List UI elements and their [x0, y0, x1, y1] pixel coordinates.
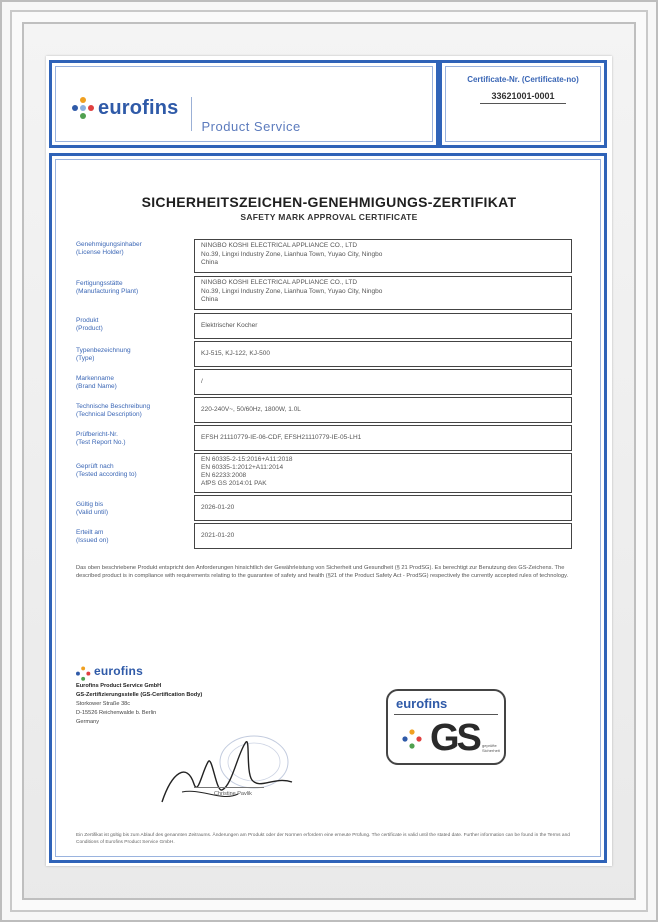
issuer-street: Storkower Straße 38c — [76, 701, 131, 707]
gs-subtitle: geprüfte Sicherheit — [482, 743, 500, 753]
field-value: EN 60335-2-15:2016+A11:2018 EN 60335-1:2012+A11:2014 EN 62233:2008 AfPS GS 2014:01 PAK — [194, 453, 572, 493]
gs-brand: eurofins — [396, 696, 448, 711]
field-label: Technische Beschreibung (Technical Description) — [76, 403, 151, 418]
field-label: Geprüft nach (Tested according to) — [76, 463, 137, 478]
field-value: Elektrischer Kocher — [194, 313, 572, 339]
issuer-country: Germany — [76, 719, 100, 725]
field-label: Produkt (Product) — [76, 317, 103, 332]
brand-name: eurofins — [98, 96, 179, 119]
field-value: 2026-01-20 — [194, 495, 572, 521]
field-value: / — [194, 369, 572, 395]
gs-mark-letters: GS — [430, 717, 479, 759]
certificate-number-box — [439, 60, 607, 148]
footer-notice: Ein Zertifikat ist gültig bis zum Ablauf des genannten Zeitraums. Änderungen am Produkt oder der Normen erfordern eine erneute Prüfung. The certificate is valid until the stated date. Further information can be found in the Terms and Conditions of Eurofins Product Service GmbH. — [76, 833, 570, 845]
issuer-body: GS-Zertifizierungsstelle (GS-Certification Body) — [76, 692, 203, 698]
field-value: NINGBO KOSHI ELECTRICAL APPLIANCE CO., LTD No.39, Lingxi Industry Zone, Lianhua Town, Yuyao City, Ningbo China — [194, 239, 572, 273]
issuer-company: Eurofins Product Service GmbH — [76, 683, 162, 689]
field-label: Fertigungsstätte (Manufacturing Plant) — [76, 280, 139, 295]
signature-with-stamp — [142, 732, 322, 812]
field-value: KJ-515, KJ-122, KJ-500 — [194, 341, 572, 367]
issuer-city: D-15526 Reichenwalde b. Berlin — [76, 710, 157, 716]
gs-certification-mark — [386, 689, 506, 765]
division-name: Product Service — [201, 118, 301, 134]
certificate-page — [46, 56, 612, 866]
field-label: Prüfbericht-Nr. (Test Report No.) — [76, 431, 126, 446]
eurofins-dots-icon — [76, 666, 85, 675]
issuer-logo — [76, 664, 143, 678]
eurofins-logo — [72, 91, 301, 134]
field-label: Erteilt am (Issued on) — [76, 529, 109, 544]
title-english: SAFETY MARK APPROVAL CERTIFICATE — [240, 212, 418, 222]
certificate-number: 33621001-0001 — [491, 91, 555, 101]
field-label: Genehmigungsinhaber (License Holder) — [76, 241, 142, 256]
field-label: Typenbezeichnung (Type) — [76, 347, 131, 362]
eurofins-dots-icon — [402, 729, 422, 749]
field-value: 2021-01-20 — [194, 523, 572, 549]
certificate-number-underline — [480, 103, 566, 104]
field-label: Gültig bis (Valid until) — [76, 501, 109, 516]
issuer-brand: eurofins — [94, 664, 143, 678]
field-label: Markenname (Brand Name) — [76, 375, 117, 390]
eurofins-dots-icon — [72, 97, 94, 119]
compliance-statement: Das oben beschriebene Produkt entspricht den Anforderungen hinsichtlich der Gewährleistung von Sicherheit und Gesundheit (§ 21 ProdSG). Es berechtigt zur Benutzung des GS-Zeichens. The described product is in compliance with requirements relating to the guarantee of safety and health (§21 of the Product Safety Act - ProdSG) respectively the currently accepted rules of technology. — [76, 565, 569, 579]
header-brand-box — [49, 60, 439, 148]
certificate-number-label: Certificate-Nr. (Certificate-no) — [467, 75, 579, 84]
signature-caption: Christine Pavlik — [214, 791, 252, 797]
signature-line — [194, 787, 264, 788]
issuer-address — [76, 682, 202, 727]
field-value: NINGBO KOSHI ELECTRICAL APPLIANCE CO., LTD No.39, Lingxi Industry Zone, Lianhua Town, Yuyao City, Ningbo China — [194, 276, 572, 310]
title-german: SICHERHEITSZEICHEN-GENEHMIGUNGS-ZERTIFIKAT — [141, 194, 517, 210]
logo-divider — [191, 97, 192, 131]
field-value: EFSH 21110779-IE-06-CDF, EFSH21110779-IE-05-LH1 — [194, 425, 572, 451]
field-value: 220-240V~, 50/60Hz, 1800W, 1.0L — [194, 397, 572, 423]
